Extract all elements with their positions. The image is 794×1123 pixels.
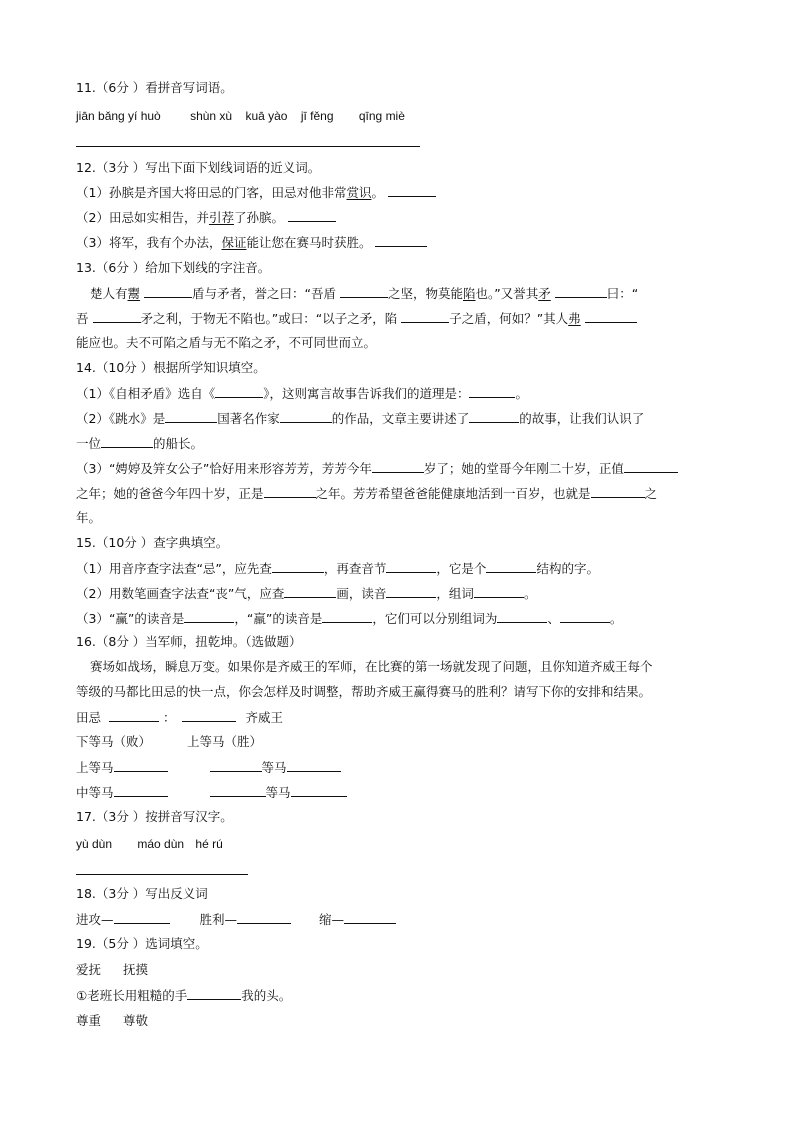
- q18-heading: 18.（3分 ）写出反义词: [76, 886, 208, 901]
- q13-underlined-4: 弗: [568, 311, 581, 326]
- q15-text-1d: 结构的字。: [536, 561, 599, 576]
- q13-text-1e: 曰：“: [606, 286, 639, 301]
- q14-text-1c: 。: [515, 386, 528, 401]
- q12-item-2-text: （2）田忌如实相告，并: [76, 210, 209, 225]
- q13-blank-1[interactable]: [144, 285, 192, 298]
- q13-underlined-1: 鬻: [127, 286, 141, 301]
- q16-qiweiwang-label: 齐威王: [245, 710, 284, 725]
- q18-row: [76, 911, 396, 928]
- q15-item-1: [76, 560, 599, 577]
- q11-heading: 11.（6分 ）看拼音写词语。: [76, 80, 233, 95]
- q19-sentence-1b: 我的头。: [241, 988, 292, 1003]
- q18-blank-2[interactable]: [237, 911, 291, 924]
- q15-blank-7[interactable]: [184, 610, 234, 623]
- q11-pinyin-2: shùn xù: [190, 109, 233, 123]
- q13-blank-4[interactable]: [93, 310, 141, 323]
- q12-item-3-underlined: 保证: [221, 235, 247, 250]
- q13-blank-6[interactable]: [585, 310, 637, 323]
- q11-pinyin-5: qīng miè: [358, 109, 405, 123]
- q16-blank-2[interactable]: [182, 709, 236, 722]
- q17-pinyin-row: [76, 836, 223, 852]
- q14-item-3-end: 年。: [76, 510, 102, 525]
- q15-text-3e: 。: [609, 611, 623, 626]
- q16-paragraph-2: 等级的马都比田忌的快一点，你会怎样及时调整，帮助齐威王赢得赛马的胜利？请写下你的安排和结果。: [76, 684, 652, 699]
- q19-option-zunzhong: 尊重: [76, 1013, 102, 1028]
- q15-blank-9[interactable]: [497, 610, 547, 623]
- q16-horse-label-1: 等马: [261, 760, 287, 775]
- q18-word-shrink: 缩—: [319, 912, 345, 927]
- q19-options-2: [76, 1013, 148, 1029]
- q16-lower-horse-lose: 下等马（败）: [76, 734, 152, 749]
- q13-line-1: [76, 285, 638, 302]
- q13-text-2c: 子之盾，何如？”其人: [449, 311, 569, 326]
- q14-item-2-cont: [76, 435, 203, 452]
- q13-blank-3[interactable]: [555, 285, 607, 298]
- q14-blank-5[interactable]: [469, 410, 519, 423]
- q15-blank-4[interactable]: [284, 585, 336, 598]
- q16-blank-7[interactable]: [210, 784, 266, 797]
- q18-word-victory: 胜利—: [199, 912, 238, 927]
- q12-item-3-end: 能让您在赛马时获胜。: [246, 235, 372, 250]
- q17-heading: 17.（3分 ）按拼音写汉字。: [76, 809, 233, 824]
- q18-blank-3[interactable]: [344, 911, 396, 924]
- q14-text-4a: （3）“娉婷及笄女公子”恰好用来形容芳芳，芳芳今年: [76, 461, 372, 476]
- q11-pinyin-3: kuā yào: [245, 109, 288, 123]
- q12-heading: 12.（3分 ）写出下面下划线词语的近义词。: [76, 160, 321, 175]
- q12-blank-1[interactable]: [388, 184, 436, 197]
- q14-text-1b: 》，这则寓言故事告诉我们的道理是：: [263, 386, 470, 401]
- q14-blank-6[interactable]: [101, 435, 153, 448]
- q14-item-3: [76, 460, 678, 477]
- q19-option-fumo: 抚摸: [123, 962, 149, 977]
- q13-underlined-3: 矛: [538, 286, 551, 301]
- q12-item-1: [76, 184, 436, 201]
- q14-text-3a: 一位: [76, 436, 102, 451]
- q15-text-3c: ，它们可以分别组词为: [372, 611, 498, 626]
- q14-blank-7[interactable]: [372, 460, 424, 473]
- q13-line-2: [76, 310, 637, 327]
- q16-middle-horse: 中等马: [76, 785, 114, 800]
- q15-blank-6[interactable]: [474, 585, 524, 598]
- q14-heading: 14.（10分 ）根据所学知识填空。: [76, 360, 266, 375]
- q13-underlined-2: 陷: [463, 286, 476, 301]
- q14-text-5c: 之: [644, 486, 658, 501]
- q14-text-4b: 岁了；她的堂哥今年刚二十岁，正值: [423, 461, 624, 476]
- q14-item-1: [76, 385, 528, 402]
- q14-blank-10[interactable]: [591, 485, 645, 498]
- q13-text-1d: 也。”又誉其: [475, 286, 539, 301]
- q16-row-2: [76, 734, 262, 750]
- q14-text-2b: 国著名作家: [217, 411, 280, 426]
- q14-text-2c: 的作品，文章主要讲述了: [331, 411, 470, 426]
- q11-pinyin-1: jiān bǎng yí huò: [76, 109, 161, 123]
- q14-item-3-cont: [76, 485, 657, 502]
- q16-row-4: [76, 784, 347, 801]
- q15-blank-1[interactable]: [272, 560, 324, 573]
- q14-text-2a: （2）《跳水》是: [76, 411, 166, 426]
- q15-blank-8[interactable]: [322, 610, 372, 623]
- q12-blank-2[interactable]: [288, 209, 336, 222]
- q17-answer-line: [76, 862, 248, 879]
- q14-blank-3[interactable]: [165, 410, 217, 423]
- q14-text-5a: 之年；她的爸爸今年四十岁，正是: [76, 486, 264, 501]
- q16-blank-5[interactable]: [287, 759, 341, 772]
- q15-text-2b: 画，读音: [336, 586, 387, 601]
- q15-item-3: [76, 610, 622, 627]
- q15-text-1b: ，再查音节: [323, 561, 387, 576]
- q13-heading: 13.（6分 ）给加下划线的字注音。: [76, 260, 271, 275]
- q12-item-2-end: 了孙膑。: [233, 210, 284, 225]
- q15-blank-5[interactable]: [386, 585, 436, 598]
- q19-sentence-1a: ①老班长用粗糙的手: [76, 988, 188, 1003]
- q19-option-aifu: 爱抚: [76, 962, 102, 977]
- q15-blank-3[interactable]: [486, 560, 536, 573]
- q14-blank-8[interactable]: [624, 460, 678, 473]
- q13-text-1a: 楚人有: [90, 286, 128, 301]
- q16-blank-3[interactable]: [114, 759, 168, 772]
- q15-text-3a: （3）“赢”的读音是: [76, 611, 185, 626]
- q16-horse-label-2: 等马: [265, 785, 291, 800]
- q16-upper-horse-win: 上等马（胜）: [187, 734, 263, 749]
- q17-pinyin-1: yù dùn: [76, 837, 113, 851]
- q12-item-1-end: 。: [371, 185, 384, 200]
- q16-heading: 16.（8分 ）当军师，扭乾坤。（选做题）: [76, 634, 302, 649]
- q12-item-2: [76, 209, 336, 226]
- q15-text-2a: （2）用数笔画查字法查“丧”气，应查: [76, 586, 285, 601]
- q16-colon: ：: [163, 710, 176, 725]
- q13-text-2a: 吾: [76, 311, 89, 326]
- q15-text-3b: ，“羸”的读音是: [234, 611, 323, 626]
- q16-blank-6[interactable]: [114, 784, 168, 797]
- q16-blank-8[interactable]: [291, 784, 347, 797]
- q17-answer-blank[interactable]: [76, 862, 248, 875]
- q14-blank-9[interactable]: [264, 485, 316, 498]
- q13-text-1b: 盾与矛者，誉之曰：“吾盾: [192, 286, 336, 301]
- q11-answer-blank[interactable]: [76, 134, 420, 147]
- q12-item-1-underlined: 赏识: [346, 185, 372, 200]
- q15-text-3d: 、: [547, 611, 560, 626]
- q14-blank-2[interactable]: [469, 385, 515, 398]
- q16-row-1: [76, 709, 283, 726]
- q15-text-1c: ，它是个: [436, 561, 487, 576]
- q12-item-3-text: （3）将军，我有个办法，: [76, 235, 222, 250]
- q19-heading: 19.（5分 ）选词填空。: [76, 936, 208, 951]
- q17-pinyin-3: hé rú: [195, 837, 223, 851]
- q16-blank-4[interactable]: [210, 759, 262, 772]
- q15-blank-10[interactable]: [560, 610, 610, 623]
- q13-line-3: 能应也。夫不可陷之盾与无不陷之矛，不可同世而立。: [76, 335, 377, 350]
- q19-option-zunjing: 尊敬: [123, 1013, 149, 1028]
- q16-paragraph-1: 赛场如战场，瞬息万变。如果你是齐威王的军师，在比赛的第一场就发现了问题，且你知道齐威王每个: [90, 659, 653, 674]
- q18-word-attack: 进攻—: [76, 912, 114, 927]
- q19-options-1: [76, 962, 148, 978]
- q14-blank-1[interactable]: [215, 385, 263, 398]
- q12-item-3: [76, 234, 427, 251]
- q14-item-2: [76, 410, 644, 427]
- q13-text-1c: 之坚，物莫能: [387, 286, 463, 301]
- q15-item-2: [76, 585, 536, 602]
- q15-heading: 15.（10分 ）查字典填空。: [76, 535, 229, 550]
- q11-answer-line: [76, 134, 420, 151]
- q15-text-2c: ，组词: [436, 586, 474, 601]
- q12-item-1-text: （1）孙膑是齐国大将田忌的门客，田忌对他非常: [76, 185, 347, 200]
- q15-blank-2[interactable]: [386, 560, 436, 573]
- q15-text-1a: （1）用音序查字法查“忌”，应先查: [76, 561, 272, 576]
- q16-row-3: [76, 759, 341, 776]
- q14-blank-4[interactable]: [280, 410, 332, 423]
- q12-blank-3[interactable]: [375, 234, 427, 247]
- q14-text-1a: （1）《自相矛盾》选自《: [76, 386, 216, 401]
- q16-tianji-label: 田忌: [76, 710, 102, 725]
- q16-upper-horse: 上等马: [76, 760, 114, 775]
- q13-blank-2[interactable]: [340, 285, 388, 298]
- q17-pinyin-2: máo dùn: [137, 837, 185, 851]
- q19-sentence-1: [76, 987, 291, 1004]
- q11-pinyin-row: [76, 108, 405, 124]
- q15-text-2d: 。: [523, 586, 537, 601]
- q11-pinyin-4: jī fěng: [300, 109, 334, 123]
- q12-item-2-underlined: 引荐: [208, 210, 234, 225]
- q14-text-5b: 之年。芳芳希望爸爸能健康地活到一百岁，也就是: [315, 486, 591, 501]
- q14-text-2d: 的故事，让我们认识了: [519, 411, 645, 426]
- q16-blank-1[interactable]: [109, 709, 159, 722]
- q18-blank-1[interactable]: [114, 911, 170, 924]
- q14-text-3b: 的船长。: [153, 436, 204, 451]
- q19-blank-1[interactable]: [187, 987, 241, 1000]
- q13-blank-5[interactable]: [401, 310, 449, 323]
- q13-text-2b: 矛之利，于物无不陷也。”或曰：“以子之矛，陷: [140, 311, 398, 326]
